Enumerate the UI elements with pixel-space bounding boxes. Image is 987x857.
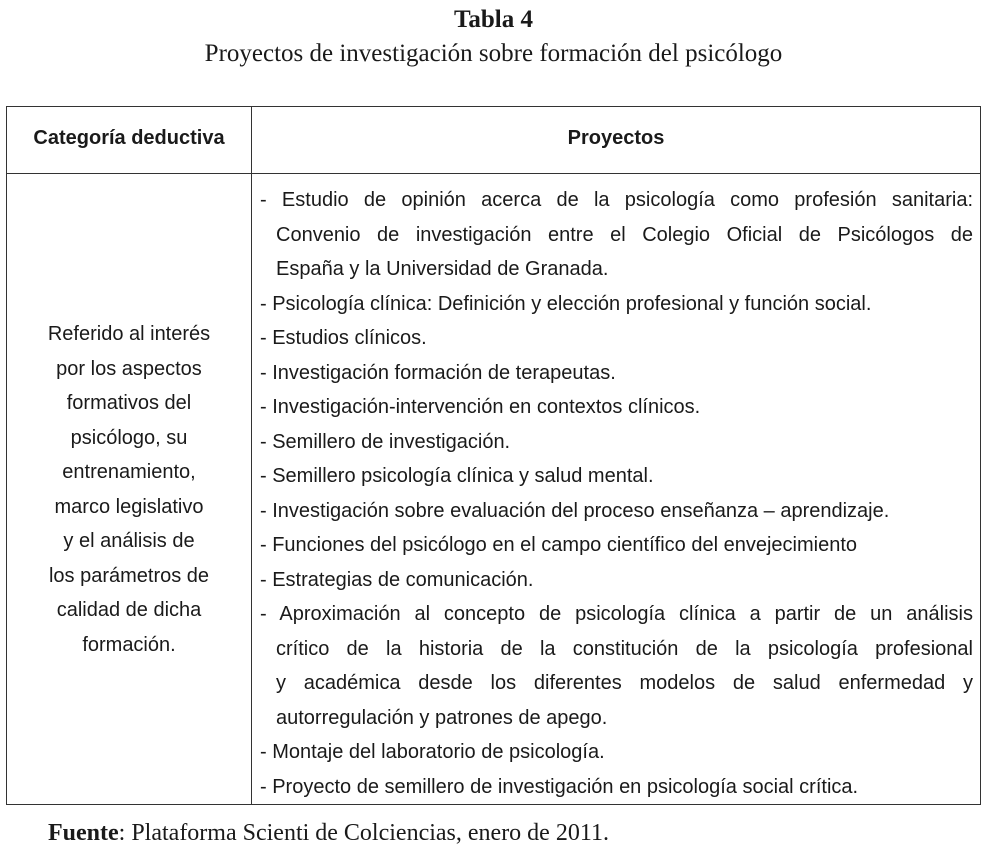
source-note bbox=[48, 820, 609, 847]
category-line: entrenamiento, bbox=[62, 461, 196, 483]
project-line: - Estudio de opinión acerca de la psicología como profesión sanitaria: bbox=[260, 189, 973, 211]
project-item bbox=[260, 390, 973, 425]
project-line: - Psicología clínica: Definición y elección profesional y función social. bbox=[260, 292, 872, 315]
project-item bbox=[260, 356, 973, 391]
project-item bbox=[260, 770, 973, 805]
project-item bbox=[260, 183, 973, 287]
project-line: y académica desde los diferentes modelos de salud enfermedad y bbox=[276, 672, 973, 694]
project-line: - Investigación-intervención en contextos clínicos. bbox=[260, 396, 701, 418]
header-category: Categoría deductiva bbox=[33, 127, 225, 149]
column-divider bbox=[251, 107, 252, 804]
project-line: - Proyecto de semillero de investigación en psicología social crítica. bbox=[260, 775, 859, 798]
project-item bbox=[260, 459, 973, 494]
category-line: marco legislativo bbox=[54, 495, 204, 518]
project-line: - Funciones del psicólogo en el campo científico del envejecimiento bbox=[260, 534, 858, 556]
category-line: por los aspectos bbox=[56, 357, 202, 380]
header-projects: Proyectos bbox=[567, 127, 665, 149]
project-line: autorregulación y patrones de apego. bbox=[276, 706, 608, 729]
table-title: Tabla 4 bbox=[454, 6, 533, 33]
project-line: - Semillero psicología clínica y salud mental. bbox=[260, 465, 654, 487]
category-line: y el análisis de bbox=[63, 530, 195, 552]
project-item bbox=[260, 321, 973, 356]
category-line: los parámetros de bbox=[48, 564, 210, 587]
project-item bbox=[260, 287, 973, 322]
table-subtitle: Proyectos de investigación sobre formación del psicólogo bbox=[204, 40, 783, 67]
project-line: Convenio de investigación entre el Colegio Oficial de Psicólogos de bbox=[276, 223, 973, 246]
project-item bbox=[260, 425, 973, 460]
project-item bbox=[260, 563, 973, 598]
category-line: formación. bbox=[82, 633, 176, 656]
project-line: España y la Universidad de Granada. bbox=[276, 258, 609, 280]
project-line: crítico de la historia de la constitución de la psicología profesional bbox=[276, 637, 973, 660]
project-item bbox=[260, 735, 973, 770]
category-line: Referido al interés bbox=[47, 323, 211, 345]
project-line: - Estrategias de comunicación. bbox=[260, 568, 534, 591]
category-line: psicólogo, su bbox=[70, 426, 188, 449]
project-item bbox=[260, 494, 973, 529]
projects-table bbox=[6, 106, 981, 805]
category-cell bbox=[7, 317, 251, 662]
projects-cell bbox=[260, 183, 973, 804]
project-line: - Investigación formación de terapeutas. bbox=[260, 361, 616, 384]
project-item bbox=[260, 528, 973, 563]
project-line: - Montaje del laboratorio de psicología. bbox=[260, 741, 605, 763]
category-line: formativos del bbox=[66, 392, 192, 414]
project-line: - Estudios clínicos. bbox=[260, 327, 427, 349]
project-line: - Aproximación al concepto de psicología clínica a partir de un análisis bbox=[260, 603, 973, 625]
project-line: - Semillero de investigación. bbox=[260, 430, 511, 453]
source-text: : Plataforma Scienti de Colciencias, enero de 2011. bbox=[118, 820, 609, 846]
project-item bbox=[260, 597, 973, 735]
table-header-row bbox=[7, 107, 980, 174]
project-line: - Investigación sobre evaluación del proceso enseñanza – aprendizaje. bbox=[260, 499, 890, 522]
category-line: calidad de dicha bbox=[56, 599, 202, 621]
source-label: Fuente bbox=[48, 820, 119, 846]
